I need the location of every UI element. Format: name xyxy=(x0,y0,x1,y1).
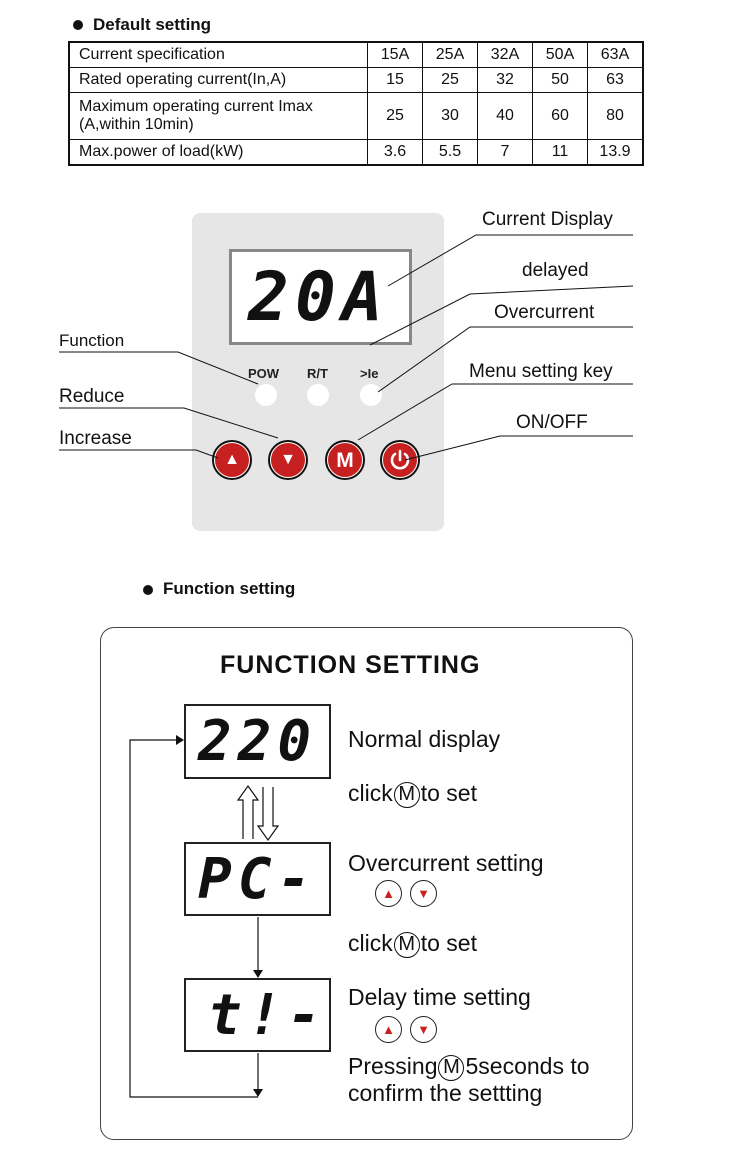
m-key-icon: M xyxy=(438,1055,464,1081)
display-value: 220 xyxy=(198,709,318,774)
table-cell: Current specification xyxy=(69,42,368,68)
table-cell: 30 xyxy=(423,93,478,140)
section-title-function: Function setting xyxy=(163,579,296,598)
callout-delayed: delayed xyxy=(522,260,589,281)
click-to-set-text xyxy=(348,930,477,958)
callout-menu-key: Menu setting key xyxy=(469,361,613,382)
triangle-down-icon: ▼ xyxy=(280,451,296,468)
confirm-text: confirm the settting xyxy=(348,1080,543,1106)
callout-reduce: Reduce xyxy=(59,386,125,407)
seconds-label: 5seconds to xyxy=(465,1053,590,1079)
click-to-set-text xyxy=(348,780,477,808)
table-cell: 3.6 xyxy=(368,140,423,166)
table-cell: 11 xyxy=(533,140,588,166)
mini-down-button xyxy=(410,1016,437,1043)
to-set-label: to set xyxy=(420,930,477,956)
table-cell: 32A xyxy=(478,42,533,68)
table-cell: 32 xyxy=(478,68,533,93)
menu-m-icon: M xyxy=(336,448,354,472)
table-cell: 63A xyxy=(588,42,644,68)
triangle-down-icon: ▼ xyxy=(417,886,430,901)
table-cell: Max.power of load(kW) xyxy=(69,140,368,166)
display-value: t!- xyxy=(208,983,328,1048)
step-normal-display-text: Normal display xyxy=(348,726,501,752)
table-cell: 25 xyxy=(423,68,478,93)
callout-onoff: ON/OFF xyxy=(516,412,588,433)
table-cell: Rated operating current(In,A) xyxy=(69,68,368,93)
m-key-icon: M xyxy=(394,782,420,808)
step-overcurrent-text: Overcurrent setting xyxy=(348,850,544,876)
mini-up-button xyxy=(375,880,402,907)
table-cell: 25A xyxy=(423,42,478,68)
step-delay-time-text: Delay time setting xyxy=(348,984,531,1010)
table-cell: 40 xyxy=(478,93,533,140)
pressing-text xyxy=(348,1053,590,1081)
m-key-icon: M xyxy=(394,932,420,958)
table-cell: 15A xyxy=(368,42,423,68)
table-cell: 15 xyxy=(368,68,423,93)
table-cell: 5.5 xyxy=(423,140,478,166)
current-reading: 20A xyxy=(248,258,389,337)
to-set-label: to set xyxy=(420,780,477,806)
pressing-label: Pressing xyxy=(348,1053,438,1079)
callout-increase: Increase xyxy=(59,428,132,449)
table-cell: 25 xyxy=(368,93,423,140)
led-label-pow: POW xyxy=(248,366,280,381)
table-cell: 60 xyxy=(533,93,588,140)
led-label-rt: R/T xyxy=(307,366,328,381)
click-label: click xyxy=(348,930,393,956)
table-cell: 50 xyxy=(533,68,588,93)
section-title-default: Default setting xyxy=(93,15,212,34)
display-value: PC- xyxy=(198,847,318,912)
triangle-down-icon: ▼ xyxy=(417,1022,430,1037)
mini-up-button xyxy=(375,1016,402,1043)
table-cell: 50A xyxy=(533,42,588,68)
mini-down-button xyxy=(410,880,437,907)
triangle-up-icon: ▲ xyxy=(382,1022,395,1037)
callout-function: Function xyxy=(59,331,125,350)
triangle-up-icon: ▲ xyxy=(382,886,395,901)
callout-overcurrent: Overcurrent xyxy=(494,302,595,323)
table-cell: 80 xyxy=(588,93,644,140)
table-cell: 13.9 xyxy=(588,140,644,166)
function-box-title: FUNCTION SETTING xyxy=(220,651,481,679)
label-line: Maximum operating current Imax xyxy=(79,98,313,115)
label-line: (A,within 10min) xyxy=(79,116,194,133)
table-cell: 7 xyxy=(478,140,533,166)
table-cell: 63 xyxy=(588,68,644,93)
click-label: click xyxy=(348,780,393,806)
triangle-up-icon: ▲ xyxy=(224,451,240,468)
led-label-ie: >Ie xyxy=(360,366,379,381)
callout-current-display: Current Display xyxy=(482,209,613,230)
